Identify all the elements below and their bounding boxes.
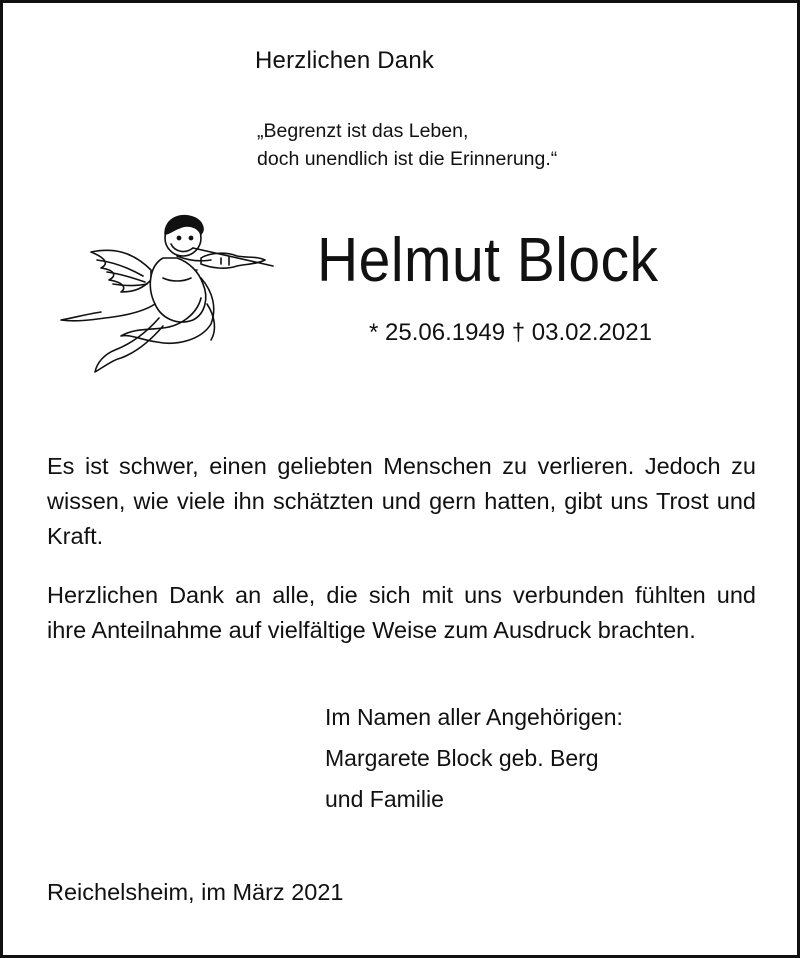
life-dates: * 25.06.1949 † 03.02.2021	[369, 319, 652, 346]
deceased-name: Helmut Block	[317, 226, 659, 295]
quote-line-2: doch unendlich ist die Erinnerung.“	[257, 148, 558, 170]
message-paragraph-1: Es ist schwer, einen geliebten Menschen zu verlieren. Jedoch zu wissen, wie viele ihn schätzten und gern hatten, gibt uns Trost und Kraft.	[47, 453, 756, 549]
memorial-quote	[257, 117, 557, 173]
signature-line-2: Margarete Block geb. Berg	[325, 745, 599, 771]
quote-line-1: „Begrenzt ist das Leben,	[257, 120, 469, 142]
signature-block	[325, 697, 623, 820]
place-and-date: Reichelsheim, im März 2021	[47, 879, 344, 905]
message-paragraph-2: Herzlichen Dank an alle, die sich mit uns verbunden fühlten und ihre Anteilnahme auf vielfältige Weise zum Ausdruck brachten.	[47, 582, 756, 643]
signature-line-3: und Familie	[325, 786, 444, 812]
angel-with-violin-icon	[51, 208, 281, 388]
signature-line-1: Im Namen aller Angehörigen:	[325, 704, 623, 730]
notice-heading: Herzlichen Dank	[255, 47, 435, 74]
